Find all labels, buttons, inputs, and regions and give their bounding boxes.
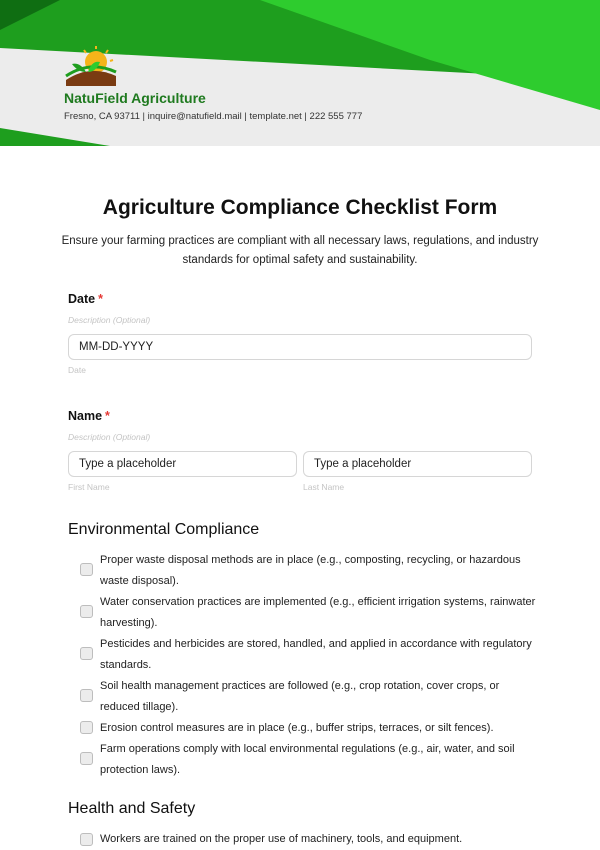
checklist-item: Erosion control measures are in place (e.g., buffer strips, terraces, or silt fences). [100,722,494,734]
date-field-label [68,292,103,306]
checklist-item: Proper waste disposal methods are in place (e.g., composting, recycling, or hazardous waste disposal). [100,554,521,587]
checklist-item: Soil health management practices are followed (e.g., crop rotation, cover crops, or reduced tillage). [100,680,500,713]
farm-sun-logo-icon [62,46,120,86]
required-asterisk: * [98,292,103,306]
first-name-sublabel: First Name [68,482,110,492]
checkbox[interactable] [80,752,93,765]
last-name-sublabel: Last Name [303,482,345,492]
date-input[interactable]: MM-DD-YYYY [68,334,532,360]
last-name-input[interactable]: Type a placeholder [303,451,532,477]
checklist-item: Pesticides and herbicides are stored, handled, and applied in accordance with regulatory standards. [100,638,532,671]
checklist-item: Workers are trained on the proper use of machinery, tools, and equipment. [100,833,463,845]
form-intro: Ensure your farming practices are compliant with all necessary laws, regulations, and industry standards for optimal safety and sustainability. [61,235,539,266]
checkbox[interactable] [80,647,93,660]
company-contact-line: Fresno, CA 93711 | inquire@natufield.mail | template.net | 222 555 777 [64,111,363,122]
checklist-item: Farm operations comply with local environmental regulations (e.g., air, water, and soil protection laws). [100,743,515,776]
checkbox[interactable] [80,563,93,576]
date-label-text: Date [68,292,96,306]
checkbox[interactable] [80,605,93,618]
checkbox[interactable] [80,833,93,846]
date-sublabel: Date [68,365,86,375]
form-title: Agriculture Compliance Checklist Form [102,196,498,219]
date-description: Description (Optional) [68,315,151,325]
checklist-item: Water conservation practices are implemented (e.g., efficient irrigation systems, rainwater harvesting). [100,596,536,629]
checkbox[interactable] [80,721,93,734]
section-title-environmental: Environmental Compliance [68,521,260,538]
checkbox[interactable] [80,689,93,702]
required-asterisk: * [105,409,110,423]
section-title-health-safety: Health and Safety [68,800,196,817]
name-field-label [68,409,110,423]
letterhead [0,0,600,146]
company-name: NatuField Agriculture [64,90,206,106]
name-description: Description (Optional) [68,432,151,442]
first-name-input[interactable]: Type a placeholder [68,451,297,477]
name-label-text: Name [68,409,103,423]
